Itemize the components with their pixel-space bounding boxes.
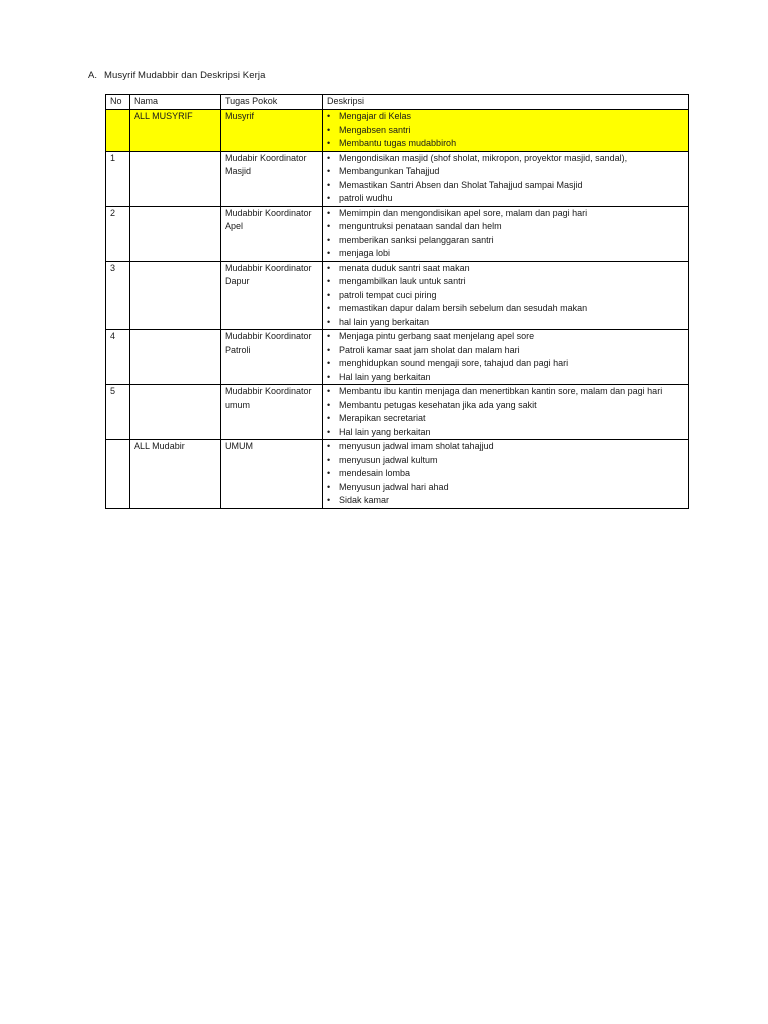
cell-no: 3	[106, 261, 130, 330]
cell-nama	[130, 261, 221, 330]
cell-tugas-pokok: Mudabbir Koordinator Patroli	[221, 330, 323, 385]
cell-no	[106, 110, 130, 152]
description-item: • Memastikan Santri Absen dan Sholat Tahajjud sampai Masjid	[327, 179, 684, 193]
header-deskripsi: Deskripsi	[323, 95, 689, 110]
table-row	[106, 385, 689, 440]
cell-tugas-pokok: Mudabbir Koordinator Dapur	[221, 261, 323, 330]
cell-nama	[130, 330, 221, 385]
cell-nama	[130, 206, 221, 261]
header-nama: Nama	[130, 95, 221, 110]
cell-deskripsi	[323, 110, 689, 152]
cell-nama: ALL Mudabir	[130, 440, 221, 509]
description-item: • Patroli kamar saat jam sholat dan malam hari	[327, 344, 684, 358]
table-row	[106, 151, 689, 206]
table-header-row	[106, 95, 689, 110]
description-item: • menyusun jadwal imam sholat tahajjud	[327, 440, 684, 454]
description-item: • Memimpin dan mengondisikan apel sore, malam dan pagi hari	[327, 207, 684, 221]
cell-deskripsi	[323, 151, 689, 206]
description-list	[327, 330, 684, 384]
table-row	[106, 206, 689, 261]
description-item: • Hal lain yang berkaitan	[327, 371, 684, 385]
description-list	[327, 152, 684, 206]
cell-no: 4	[106, 330, 130, 385]
description-item: • Sidak kamar	[327, 494, 684, 508]
description-item: • menghidupkan sound mengaji sore, tahajud dan pagi hari	[327, 357, 684, 371]
cell-tugas-pokok: Mudabbir Koordinator umum	[221, 385, 323, 440]
header-no: No	[106, 95, 130, 110]
description-item: • memberikan sanksi pelanggaran santri	[327, 234, 684, 248]
section-marker: A.	[88, 70, 98, 81]
table-row	[106, 330, 689, 385]
cell-deskripsi	[323, 261, 689, 330]
cell-nama	[130, 385, 221, 440]
cell-tugas-pokok: Mudabir Koordinator Masjid	[221, 151, 323, 206]
description-item: • patroli wudhu	[327, 192, 684, 206]
cell-nama: ALL MUSYRIF	[130, 110, 221, 152]
description-item: • menguntruksi penataan sandal dan helm	[327, 220, 684, 234]
description-item: • menata duduk santri saat makan	[327, 262, 684, 276]
description-item: • Membantu ibu kantin menjaga dan menertibkan kantin sore, malam dan pagi hari	[327, 385, 684, 399]
description-list	[327, 262, 684, 330]
section-title: Musyrif Mudabbir dan Deskripsi Kerja	[104, 70, 266, 81]
table-row	[106, 261, 689, 330]
description-list	[327, 440, 684, 508]
description-item: • mengambilkan lauk untuk santri	[327, 275, 684, 289]
description-list	[327, 385, 684, 439]
cell-deskripsi	[323, 440, 689, 509]
table-row	[106, 110, 689, 152]
description-item: • Mengabsen santri	[327, 124, 684, 138]
cell-no: 1	[106, 151, 130, 206]
cell-deskripsi	[323, 330, 689, 385]
description-item: • Membangunkan Tahajjud	[327, 165, 684, 179]
description-item: • menyusun jadwal kultum	[327, 454, 684, 468]
table-row	[106, 440, 689, 509]
description-item: • menjaga lobi	[327, 247, 684, 261]
cell-no: 2	[106, 206, 130, 261]
description-item: • patroli tempat cuci piring	[327, 289, 684, 303]
description-item: • Menyusun jadwal hari ahad	[327, 481, 684, 495]
job-description-table	[105, 94, 689, 509]
description-list	[327, 207, 684, 261]
description-item: • Membantu tugas mudabbiroh	[327, 137, 684, 151]
table-body	[106, 110, 689, 509]
cell-nama	[130, 151, 221, 206]
description-item: • Hal lain yang berkaitan	[327, 426, 684, 440]
description-item: • hal lain yang berkaitan	[327, 316, 684, 330]
cell-deskripsi	[323, 385, 689, 440]
section-heading	[88, 70, 265, 81]
description-list	[327, 110, 684, 151]
description-item: • Merapikan secretariat	[327, 412, 684, 426]
description-item: • memastikan dapur dalam bersih sebelum dan sesudah makan	[327, 302, 684, 316]
description-item: • mendesain lomba	[327, 467, 684, 481]
cell-no	[106, 440, 130, 509]
cell-tugas-pokok: Musyrif	[221, 110, 323, 152]
cell-deskripsi	[323, 206, 689, 261]
description-item: • Mengajar di Kelas	[327, 110, 684, 124]
description-item: • Menjaga pintu gerbang saat menjelang apel sore	[327, 330, 684, 344]
cell-tugas-pokok: Mudabbir Koordinator Apel	[221, 206, 323, 261]
cell-tugas-pokok: UMUM	[221, 440, 323, 509]
header-tugas-pokok: Tugas Pokok	[221, 95, 323, 110]
description-item: • Mengondisikan masjid (shof sholat, mikropon, proyektor masjid, sandal),	[327, 152, 684, 166]
description-item: • Membantu petugas kesehatan jika ada yang sakit	[327, 399, 684, 413]
cell-no: 5	[106, 385, 130, 440]
